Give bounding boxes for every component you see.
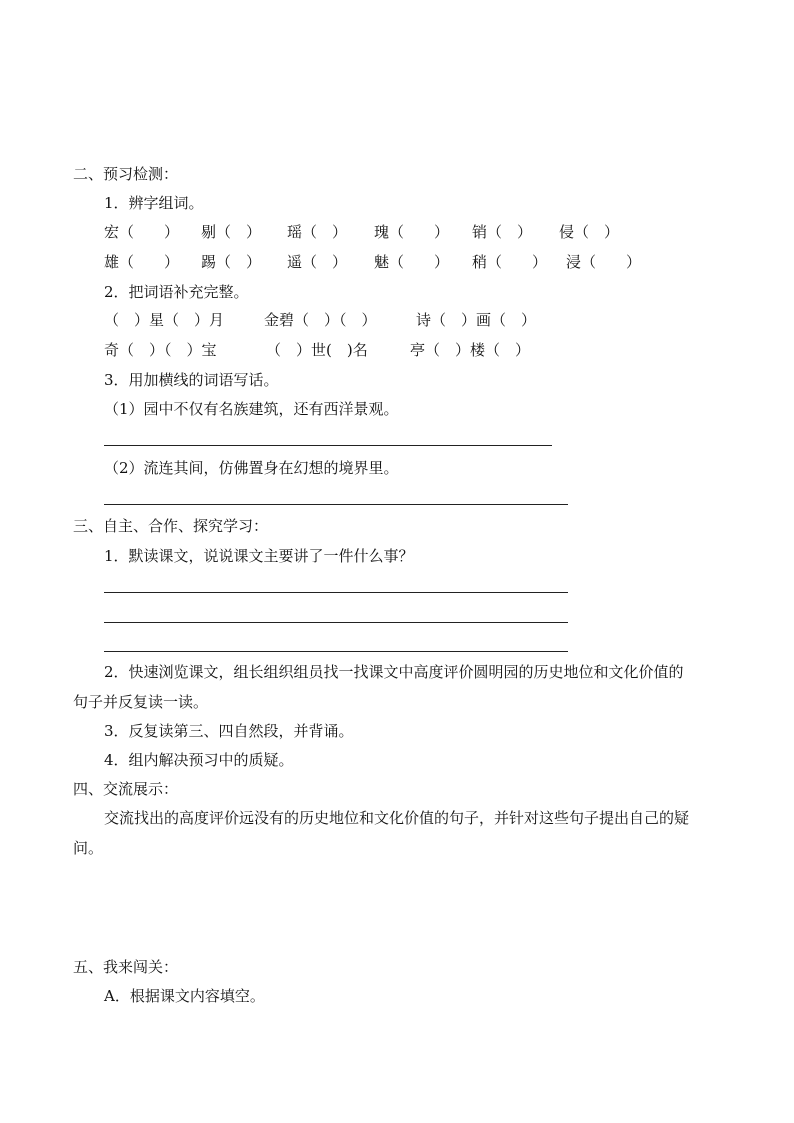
question-2-label: 2．把词语补充完整。 [104,283,249,301]
char-row-2 [104,252,664,272]
char-cell: 瑰（ ） [374,223,450,241]
word-cell: （ ）星（ ）月 [104,311,225,329]
section-3-question-2-continued: 句子并反复读一读。 [73,693,209,711]
section-3-heading: 三、自主、合作、探究学习： [73,517,269,535]
char-cell: 踢（ ） [201,253,262,271]
char-cell: 侵（ ） [559,223,620,241]
section-3-question-3: 3．反复读第三、四自然段，并背诵。 [104,722,354,740]
sentence-1: （1）园中不仅有名族建筑，还有西洋景观。 [104,400,399,418]
word-cell: 奇（ ）（ ）宝 [104,341,217,359]
answer-line [104,504,568,505]
char-cell: 宏（ ） [104,223,180,241]
char-cell: 销（ ） [472,223,533,241]
answer-line [104,622,568,623]
char-cell: 遥（ ） [287,253,348,271]
char-row-1 [104,222,664,242]
section-4-paragraph: 交流找出的高度评价远没有的历史地位和文化价值的句子，并针对这些句子提出自己的疑 [104,809,690,827]
section-5-part-a: A．根据课文内容填空。 [104,987,265,1005]
char-cell: 稍（ ） [472,253,548,271]
char-cell: 魅（ ） [374,253,450,271]
section-3-question-4: 4．组内解决预习中的质疑。 [104,751,294,769]
question-1-label: 1．辨字组词。 [104,194,204,212]
section-2-heading: 二、预习检测： [73,165,179,183]
question-3-label: 3．用加横线的词语写话。 [104,371,279,389]
answer-line [104,592,568,593]
section-4-heading: 四、交流展示： [73,780,179,798]
answer-line [104,651,568,652]
char-cell: 雄（ ） [104,253,180,271]
sentence-2: （2）流连其间，仿佛置身在幻想的境界里。 [104,459,399,477]
section-4-paragraph-continued: 问。 [73,839,104,857]
answer-line [104,445,552,446]
section-5-heading: 五、我来闯关： [73,958,179,976]
word-cell: 金碧（ ）（ ） [264,311,377,329]
section-3-question-1: 1．默读课文，说说课文主要讲了一件什么事？ [104,547,414,565]
word-cell: （ ）世( )名 [266,341,368,359]
word-row-1 [104,310,604,330]
char-cell: 剔（ ） [201,223,262,241]
word-cell: 诗（ ）画（ ） [416,311,537,329]
char-cell: 瑶（ ） [287,223,348,241]
char-cell: 浸（ ） [566,253,642,271]
word-cell: 亭（ ）楼（ ） [410,341,531,359]
section-3-question-2: 2．快速浏览课文，组长组织组员找一找课文中高度评价圆明园的历史地位和文化价值的 [104,663,684,681]
word-row-2 [104,340,604,360]
